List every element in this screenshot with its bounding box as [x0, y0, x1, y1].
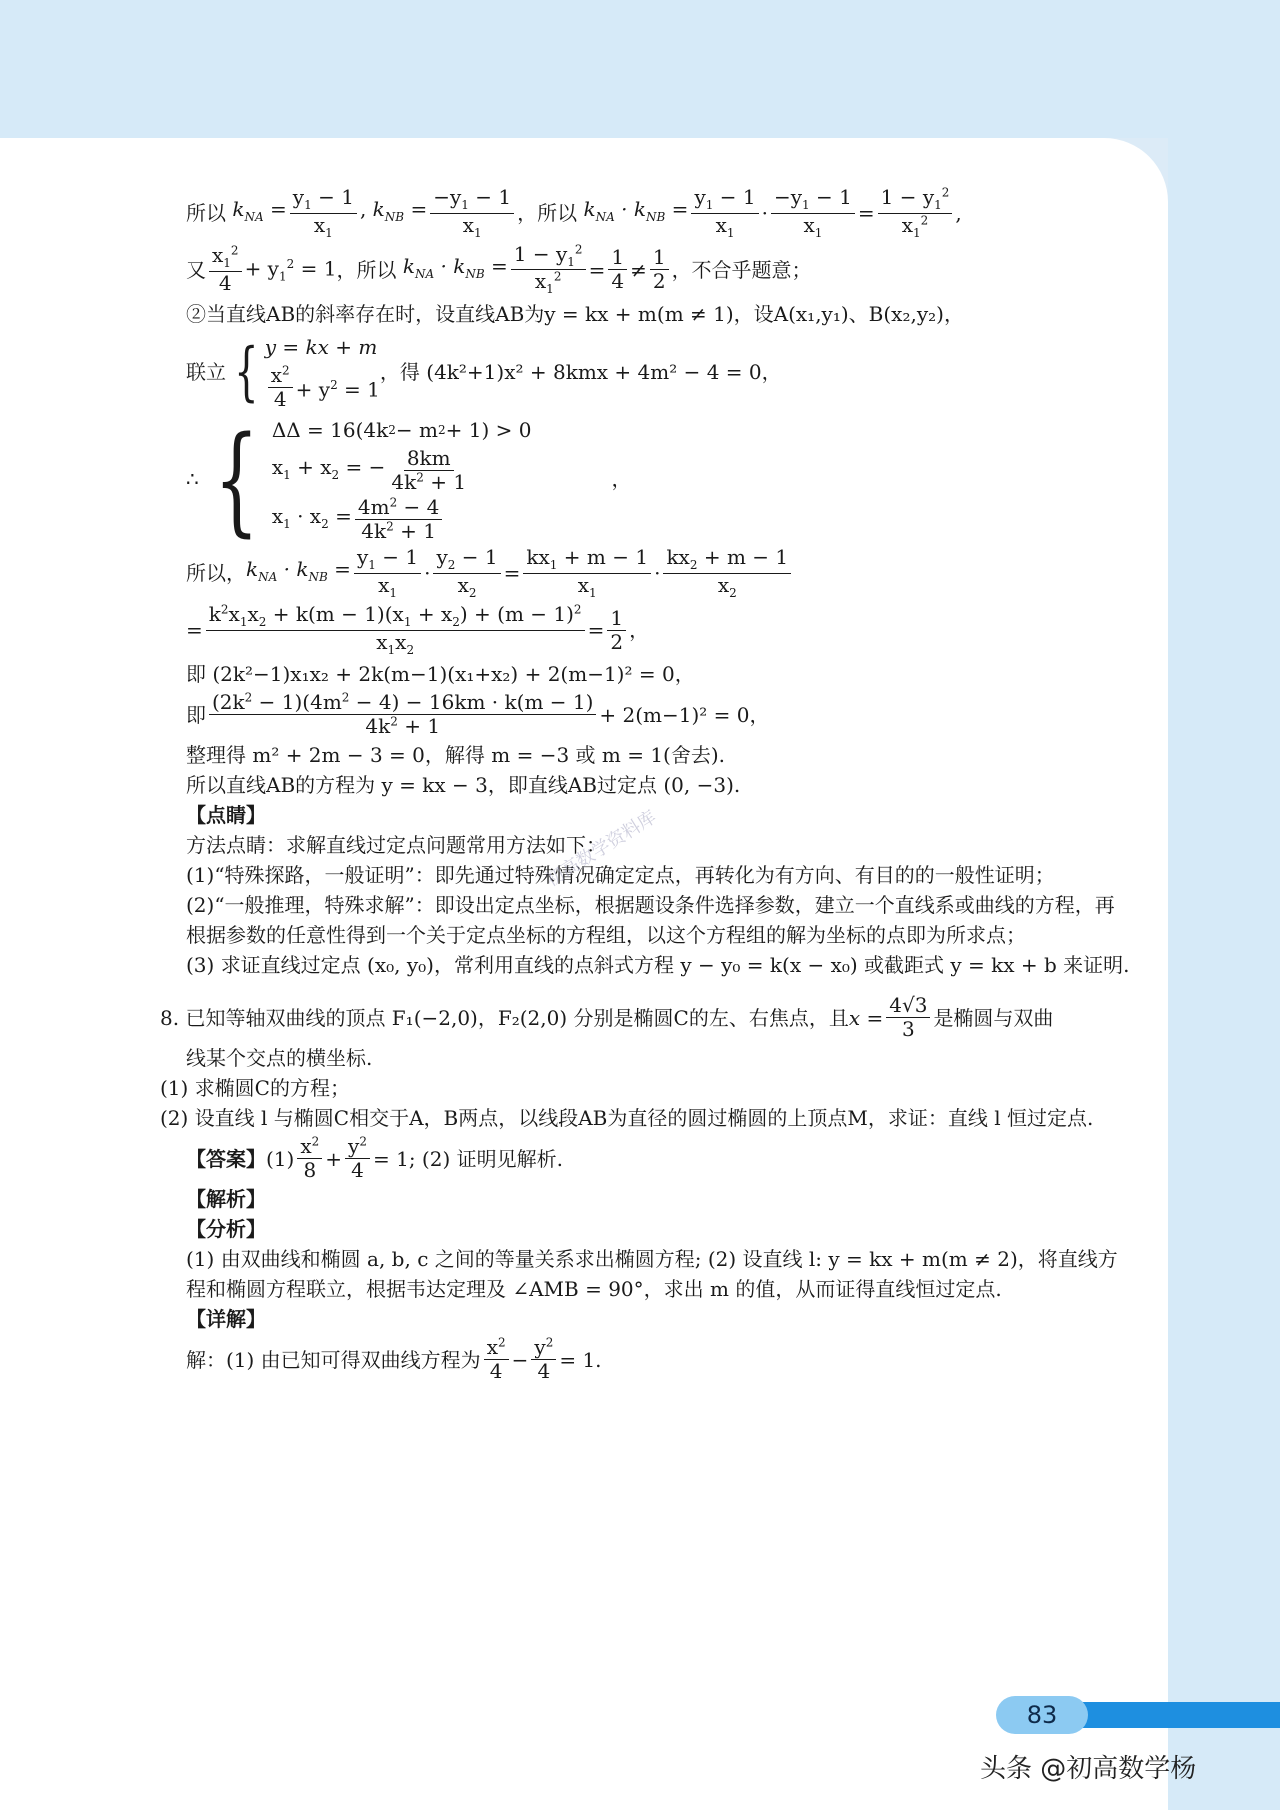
line-ellipse-check: 又 $\frac{x_1^2}{4}$ + $y_1^2 = 1$ ，所以 $k_{NA} \cdot k_{NB}$ = $\frac{1 - y_1^2}{x_1^2}$ = $\frac{1}{4}$ ≠ $\frac{1}{2}$ ，不合乎题意； [186, 241, 812, 297]
dianjing-item-2: (2)“一般推理，特殊求解”：即设出定点坐标，根据题设条件选择参数，建立一个直线系或曲线的方程，再根据参数的任意性得到一个关于定点坐标的方程组，以这个方程组的解为坐标的点即为所求点； [186, 893, 1115, 948]
page-content [160, 184, 1132, 1385]
page-number: 83 [996, 1696, 1088, 1734]
jiexi-heading: 【解析】 [186, 1187, 266, 1212]
line-case2: ②当直线AB的斜率存在时，设直线AB为y = kx + m(m ≠ 1)，设A(x₁,y₁)、B(x₂,y₂)， [186, 302, 964, 327]
top-band [0, 0, 1280, 138]
right-band [1168, 138, 1280, 1810]
question-8-part2: (2) 设直线 l 与椭圆C相交于A，B两点，以线段AB为直径的圆过椭圆的上顶点M，求证：直线 l 恒过定点. [160, 1106, 1094, 1131]
dianjing-intro: 方法点睛：求解直线过定点问题常用方法如下： [186, 833, 606, 858]
fenxi-heading: 【分析】 [186, 1217, 266, 1242]
line-system-2: ∴ { ΔΔ = 16(4k 2 − m 2 + 1) > 0 $x_1 + x_2$ = − $\frac{8km}{4k^2 + 1}$ $x_1 \cdot x_2$ = $\frac{4m^2 - 4}{4k^2 + 1}$ ， [186, 410, 632, 549]
solution-line: 解：(1) 由已知可得双曲线方程为 $\frac{x^2}{4}$ − $\frac{y^2}{4}$ = 1. [186, 1335, 602, 1384]
line-kna-knb: 所以 $k_{NA}$ = $\frac{y_1 - 1}{x_1}$ , $k_{NB}$ = $\frac{-y_1 - 1}{x_1}$ ，所以 $k_{NA} \cdot k_{NB}$ = $\frac{y_1 - 1}{x_1}$ · $\frac{-y_1 - 1}{x_1}$ = $\frac{1 - y_1^2}{x_1^2}$ , [186, 185, 962, 240]
dianjing-heading: 【点睛】 [186, 803, 266, 828]
question-8-line2: 线某个交点的横坐标. [186, 1046, 373, 1071]
fenxi-text: (1) 由双曲线和椭圆 a, b, c 之间的等量关系求出椭圆方程; (2) 设直线 l: y = kx + m(m ≠ 2)，将直线方程和椭圆方程联立，根据韦达定理及 ∠AMB = 90°，求出 m 的值，从而证得直线恒过定点. [186, 1247, 1118, 1302]
question-8-part1: (1) 求椭圆C的方程； [160, 1076, 350, 1101]
xiangjie-heading: 【详解】 [186, 1307, 266, 1332]
line-conclusion: 所以直线AB的方程为 y = kx − 3，即直线AB过定点 (0, −3). [186, 773, 741, 798]
line-product: 所以， $k_{NA} \cdot k_{NB}$ = $\frac{y_1 - 1}{x_1}$ · $\frac{y_2 - 1}{x_2}$ = $\frac{kx_1 + m - 1}{x_1}$ · $\frac{kx_2 + m - 1}{x_2}$ [186, 546, 1132, 601]
line-expand: = $\frac{k^2x_1x_2 + k(m - 1)(x_1 + x_2) + (m - 1)^2}{x_1x_2}$ = $\frac{1}{2}$ ， [186, 601, 650, 657]
answer-line: 【答案】 (1) $\frac{x^2}{8}$ + $\frac{y^2}{4}$ = 1; (2) 证明见解析. [186, 1134, 563, 1183]
dianjing-item-1: (1)“特殊探路，一般证明”：即先通过特殊情况确定定点，再转化为有方向、有目的的一般性证明； [186, 863, 1055, 888]
line-simplify-1: 即 (2k²−1)x₁x₂ + 2k(m−1)(x₁+x₂) + 2(m−1)² = 0， [186, 662, 695, 687]
line-system-1: 联立 { y = kx + m $\frac{x^2}{4}$ + $y^2 = 1$ ，得 (4k²+1)x² + 8kmx + 4m² − 4 = 0， [186, 334, 782, 412]
line-solve-m: 整理得 m² + 2m − 3 = 0，解得 m = −3 或 m = 1(舍去). [186, 743, 726, 768]
dianjing-item-3: (3) 求证直线过定点 (x₀, y₀)，常利用直线的点斜式方程 y − y₀ = k(x − x₀) 或截距式 y = kx + b 来证明. [186, 953, 1130, 978]
line-simplify-2: 即 $\frac{(2k^2 - 1)(4m^2 - 4) - 16km \cdot k(m - 1)}{4k^2 + 1}$ + 2(m−1)² = 0， [186, 690, 770, 739]
question-8: 8. 已知等轴双曲线的顶点 F₁(−2,0)，F₂(2,0) 分别是椭圆C的左、右焦点，且 x = $\frac{4√3}{3}$ 是椭圆与双曲 [160, 993, 1054, 1042]
credit-watermark: 头条 @初高数学杨 [980, 1754, 1197, 1784]
watermark: 初高数学资料库 [542, 806, 661, 892]
